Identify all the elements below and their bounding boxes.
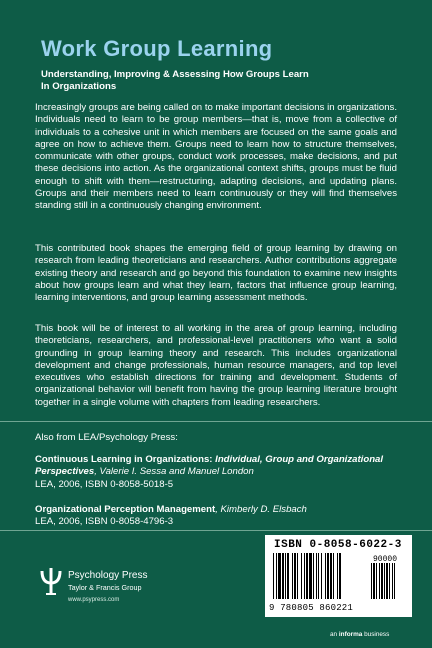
subtitle-line-2: In Organizations [41,81,117,92]
description-paragraph-2: This contributed book shapes the emerging field of group learning by drawing on research from leading theoreticians and researchers. Author contributions aggregate existing theory and research and go beyond this foundation to examine new insights about how groups learn and what they learn, factors that influence group learning, learning interventions, and group learning assessment methods. [35,243,397,304]
publisher-group: Taylor & Francis Group [68,583,142,592]
related-book-2 [35,504,397,529]
related-book-1-info: LEA, 2006, ISBN 0-8058-5018-5 [35,478,174,490]
related-book-1 [35,454,397,491]
related-book-1-title-italic: Individual, Group and Organizational Perspectives [35,454,384,478]
related-book-2-title: Organizational Perception Management [35,504,216,515]
informa-prefix: an [330,631,339,638]
informa-suffix: business [362,631,390,638]
barcode-panel [265,535,412,617]
informa-tagline [330,631,389,638]
publisher-name: Psychology Press [68,570,148,581]
informa-brand: informa [338,631,363,638]
related-book-2-info: LEA, 2006, ISBN 0-8058-4796-3 [35,516,174,528]
psi-logo-icon [38,566,64,596]
footer-divider [0,530,432,531]
related-book-1-title: Continuous Learning in Organizations: [35,454,216,465]
also-from-heading: Also from LEA/Psychology Press: [35,432,178,443]
subtitle-line-1: Understanding, Improving & Assessing How Groups Learn [41,69,309,80]
related-book-1-authors: , Valerie I. Sessa and Manuel London [94,466,254,478]
book-title: Work Group Learning [41,36,273,61]
description-paragraph-1: Increasingly groups are being called on to make important decisions in organizations. Individuals need to learn to be group members—that is, move from a collective of individuals to a cohesive unit in which members are focused on the same goals and agree on how to achieve them. Groups need to learn how to structure themselves, communicate with other groups, conduct work processes, make decisions, and put these decisions into action. As the organizational context shifts, groups must be fluid enough to shift with them—restructuring, adapting decisions, and updating plans. Groups and their members need to learn continuously or they will find themselves standing still in a continuously changing environment. [35,102,397,212]
description-paragraph-3: This book will be of interest to all working in the area of group learning, including theoreticians, researchers, and professional-level practitioners who want a solid grounding in group learning theory and research. This includes organizational development and change professionals, human resource managers, and top level executives who establish directions for training and development. Students of organizational behavior will benefit from having the group learning literature brought together in a single volume with chapters from leading researchers. [35,323,397,408]
book-subtitle [41,69,401,93]
publisher-url: www.psypress.com [68,597,120,603]
barcode-image [273,553,406,599]
ean-number: 9 780805 860221 [269,603,354,613]
isbn-label: ISBN 0-8058-6022-3 [274,539,402,551]
related-book-2-authors: , Kimberly D. Elsbach [215,504,307,515]
section-divider [0,421,432,422]
price-code: 90000 [373,555,398,564]
